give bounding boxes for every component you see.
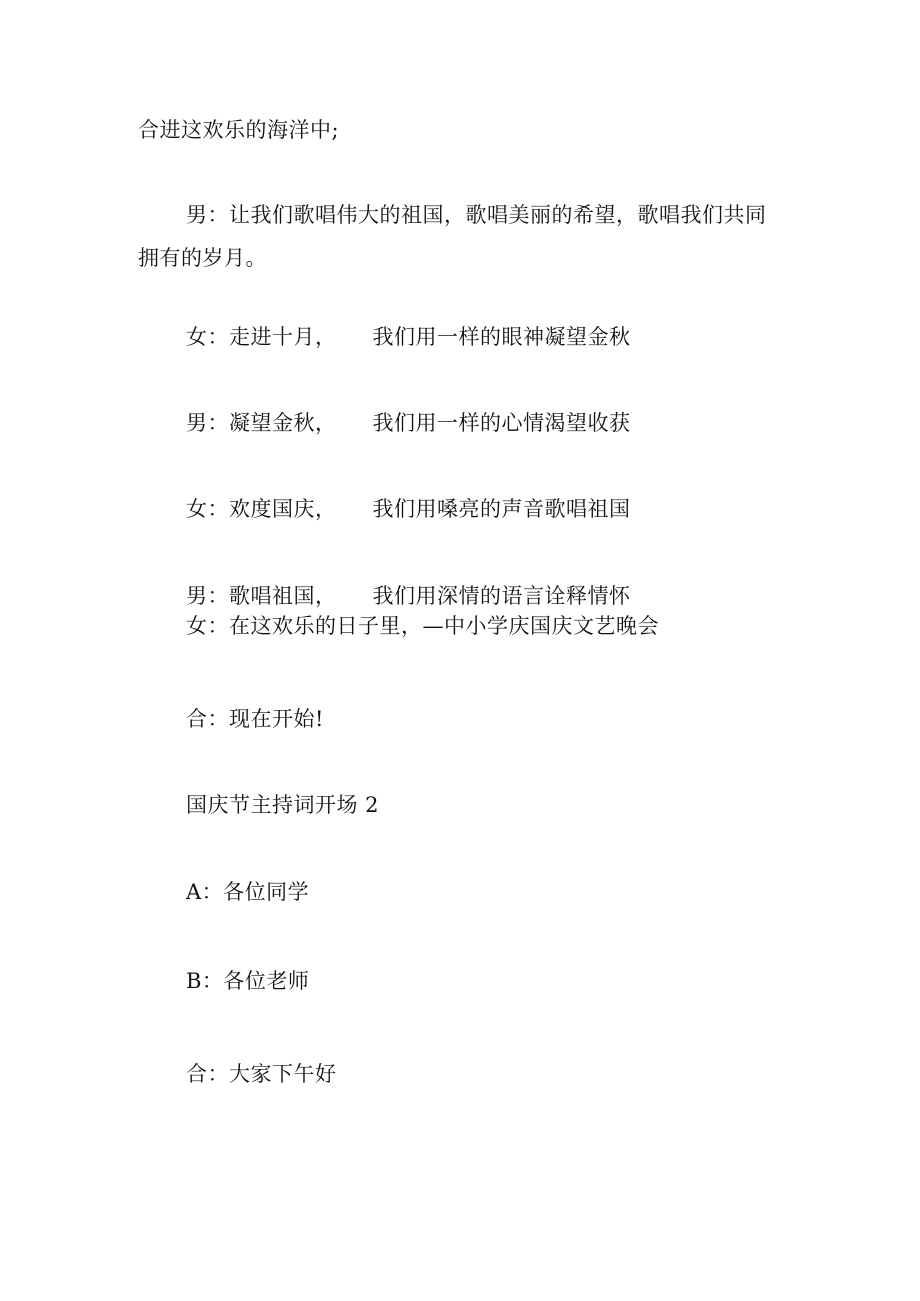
text-line: 男：让我们歌唱伟大的祖国，歌唱美丽的希望，歌唱我们共同 [186,203,767,227]
dialogue-text: 我们用一样的心情渴望收获 [372,411,631,435]
text-line: A：各位同学 [186,880,310,904]
dialogue-line [186,409,631,437]
section-heading: 国庆节主持词开场 2 [186,793,380,817]
dialogue-line [186,582,631,610]
text-line: B：各位老师 [186,969,310,993]
dialogue-line [186,495,631,523]
text-line: 女：在这欢乐的日子里，—中小学庆国庆文艺晚会 [186,614,659,638]
dialogue-line [186,323,631,351]
text-line: 合进这欢乐的海洋中; [138,118,340,142]
speaker-text: 男：凝望金秋， [186,411,337,435]
text-line: 合：现在开始! [186,707,324,731]
text-line: 拥有的岁月。 [138,246,267,270]
dialogue-text: 我们用深情的语言诠释情怀 [372,584,631,608]
speaker-text: 男：歌唱祖国， [186,584,337,608]
dialogue-text: 我们用一样的眼神凝望金秋 [372,325,631,349]
dialogue-text: 我们用嗓亮的声音歌唱祖国 [372,497,631,521]
speaker-text: 女：走进十月， [186,325,337,349]
speaker-text: 女：欢度国庆， [186,497,337,521]
text-line: 合：大家下午好 [186,1062,337,1086]
